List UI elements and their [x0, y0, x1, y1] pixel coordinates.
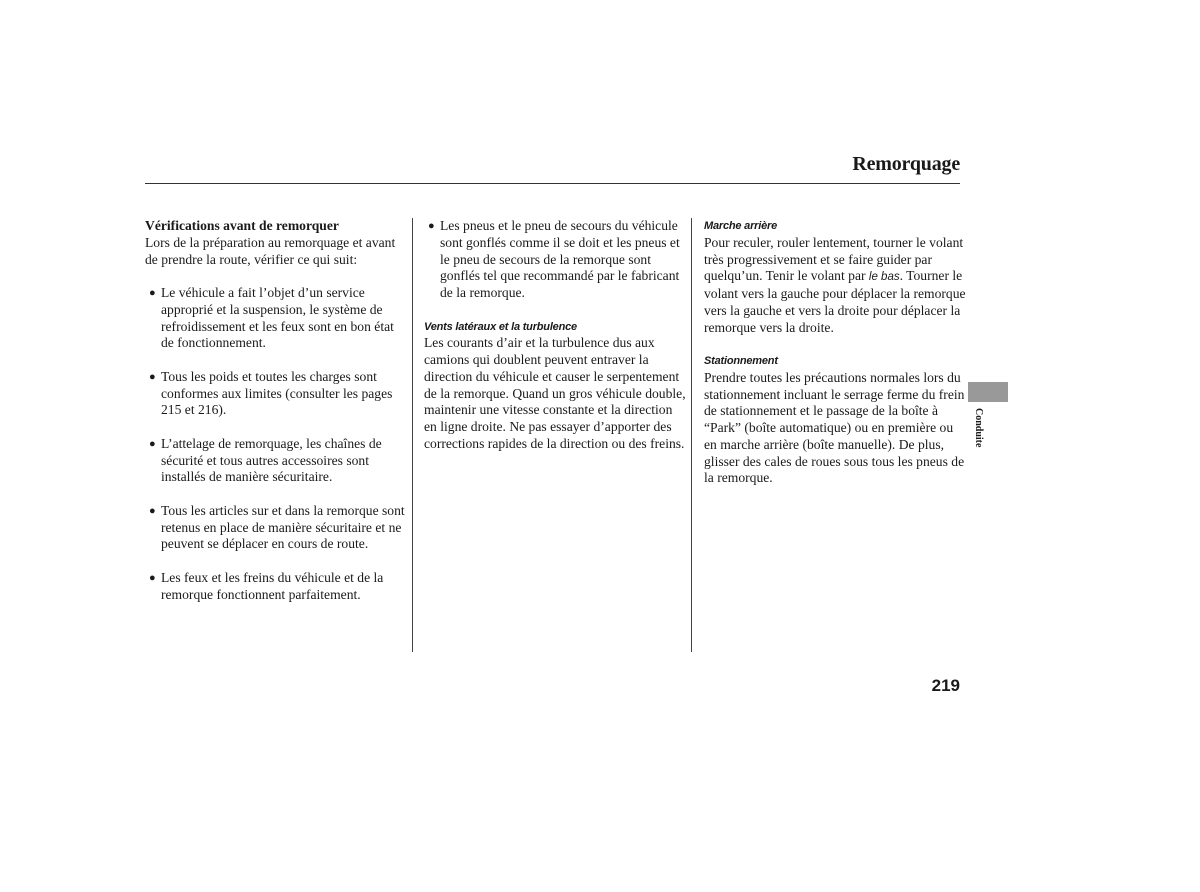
section-heading-wind: Vents latéraux et la turbulence [424, 320, 577, 333]
section-heading-verifications: Vérifications avant de remorquer [145, 218, 339, 233]
column-2 [424, 218, 686, 453]
reverse-paragraph: Pour reculer, rouler lentement, tourner le volant très progressivement et se faire guider par quelqu’un. Tenir le volant par le bas. Tourner le volant vers la gauche pour déplacer la remorque vers la gauche et vers la droite pour déplacer la remorque vers la droite. [704, 234, 966, 335]
checklist-continued [424, 218, 686, 302]
bullet-icon: ● [149, 437, 156, 450]
list-item: ● L’attelage de remorquage, les chaînes de sécurité et tous autres accessoires sont installés de manière sécuritaire. [149, 435, 382, 485]
section-tab [968, 382, 1008, 402]
section-heading-parking: Stationnement [704, 355, 778, 367]
bullet-icon: ● [149, 571, 156, 584]
bullet-icon: ● [149, 370, 156, 383]
column-1 [145, 218, 407, 603]
intro-paragraph: Lors de la préparation au remorquage et avant de prendre la route, vérifier ce qui suit: [145, 234, 396, 267]
list-item: ● Le véhicule a fait l’objet d’un service approprié et la suspension, le système de refroidissement et les feux sont en bon état de fonctionnement. [149, 285, 394, 351]
column-divider-1 [412, 218, 413, 652]
column-divider-2 [691, 218, 692, 652]
parking-paragraph: Prendre toutes les précautions normales lors du stationnement incluant le serrage ferme du frein de stationnement et le passage de la boîte à “Park” (boîte automatique) ou en première ou en marche arrière (boîte manuelle). De plus, glisser des cales de roues sous tous les pneus de la remorque. [704, 369, 965, 486]
section-heading-reverse: Marche arrière [704, 220, 778, 232]
checklist [145, 285, 407, 603]
bullet-icon: ● [149, 287, 156, 299]
title-divider [145, 183, 960, 184]
list-item: ● Tous les articles sur et dans la remorque sont retenus en place de manière sécuritaire et ne peuvent se déplacer en cours de route. [149, 502, 405, 552]
list-item: ● Les feux et les freins du véhicule et de la remorque fonctionnent parfaitement. [149, 569, 384, 602]
bullet-icon: ● [149, 504, 156, 517]
section-tab-label: Conduite [973, 408, 984, 448]
list-item: ● Les pneus et le pneu de secours du véhicule sont gonflés comme il se doit et les pneus et le pneu de secours de la remorque sont gonflés tel que recommandé par le fabricant de la remorque. [428, 218, 680, 300]
wind-paragraph: Les courants d’air et la turbulence dus aux camions qui doublent peuvent entraver la direction du véhicule et causer le serpentement de la remorque. Quand un gros véhicule double, maintenir une vitesse constante et la direction en ligne droite. Ne pas essayer d’apporter des corrections rapides de la direction ou des freins. [424, 335, 686, 451]
bullet-icon: ● [428, 220, 435, 232]
column-3 [704, 218, 966, 487]
page-title: Remorquage [852, 153, 960, 175]
list-item: ● Tous les poids et toutes les charges sont conformes aux limites (consulter les pages 215 et 216). [149, 368, 393, 418]
page-number: 219 [931, 676, 960, 695]
